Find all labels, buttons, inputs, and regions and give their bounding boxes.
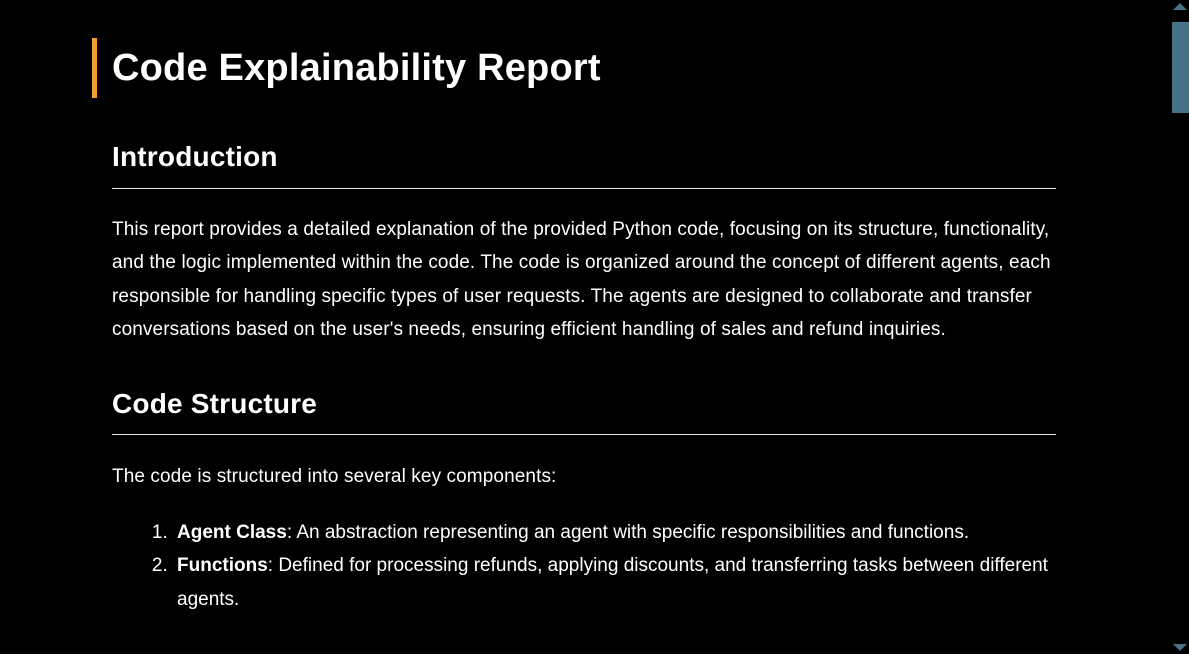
introduction-paragraph: This report provides a detailed explanation of the provided Python code, focusing on its structure, functionality, and the logic implemented within the code. The code is organized around the concept of different agents, each responsible for handling specific types of user requests. The agents are designed to collaborate and transfer conversations based on the user's needs, ensuring efficient handling of sales and refund inquiries. [112,218,1051,341]
list-item-term: Functions [177,555,268,577]
list-item-term: Agent Class [177,521,287,543]
list-item [173,549,1056,616]
scroll-down-arrow-icon[interactable] [1173,644,1187,651]
section-divider [112,188,1056,189]
page-title: Code Explainability Report [112,46,601,89]
scroll-up-arrow-icon[interactable] [1173,3,1187,10]
report-title-block [92,38,1056,98]
list-item-description: : An abstraction representing an agent with specific responsibilities and functions. [286,521,970,543]
list-item [173,516,1056,550]
scrollbar-thumb[interactable] [1172,22,1189,113]
code-structure-lead-in: The code is structured into several key components: [112,466,557,488]
report-document [112,0,1056,616]
component-list [112,516,1056,617]
list-item-description: : Defined for processing refunds, applying discounts, and transferring tasks between different agents. [177,555,1048,610]
vertical-scrollbar[interactable] [1172,0,1189,654]
section-heading-code-structure: Code Structure [112,387,318,419]
section-divider [112,434,1056,435]
section-heading-introduction: Introduction [112,141,278,172]
